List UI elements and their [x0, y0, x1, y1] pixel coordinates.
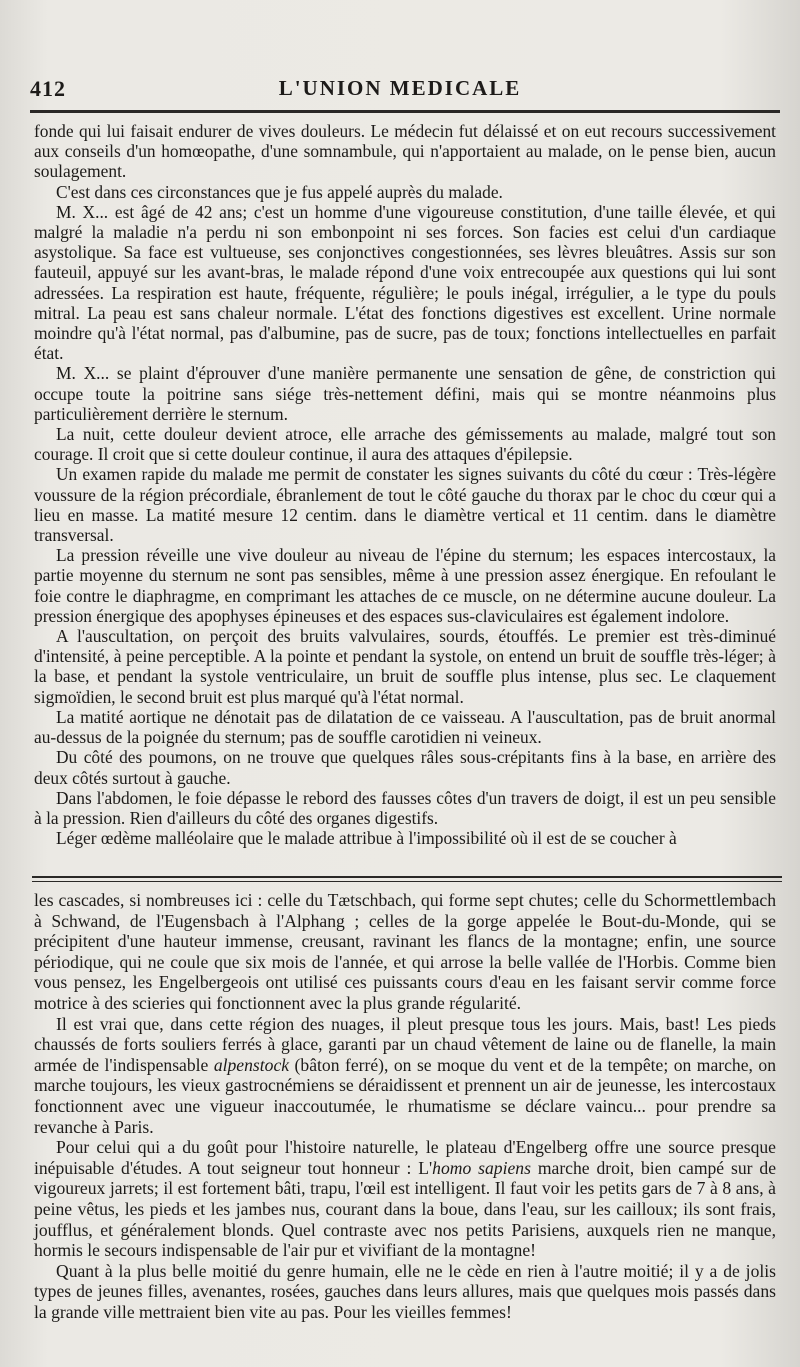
article-paragraph: Un examen rapide du malade me permit de constater les signes suivants du côté du cœur : Très-légère voussure de la région précordiale, ébranlement de tout le côté gauche du thorax par le choc du cœur qui a lieu en masse. La matité mesure 12 centim. dans le diamètre vertical et 11 centim. dans le diamètre transversal.	[34, 464, 776, 546]
article-paragraph: M. X... se plaint d'éprouver d'une manière permanente une sensation de gêne, de constriction qui occupe toute la poitrine sans siége très-nettement défini, mais qui se montre néanmoins plus particulièrement derrière le sternum.	[34, 363, 776, 424]
feuilleton-separator	[32, 876, 782, 882]
text-run: Pour celui qui a du goût pour l'histoire naturelle, le plateau d'Engelberg offre une source presque inépuisable d'études. A tout seigneur tout honneur : L'	[34, 1137, 776, 1178]
italic-term: homo sapiens	[432, 1157, 531, 1178]
article-paragraph: M. X... est âgé de 42 ans; c'est un homme d'une vigoureuse constitution, d'une taille élevée, et qui malgré la maladie n'a perdu ni son embonpoint ni ses forces. Son facies est celui d'un cardiaque asystolique. Sa face est vultueuse, ses conjonctives congestionnées, ses lèvres bleuâtres. Assis sur son fauteuil, appuyé sur les avant-bras, le malade répond d'une voix entrecoupée aux questions qui lui sont adressées. La respiration est haute, fréquente, régulière; le pouls inégal, irrégulier, a le type du pouls mitral. La peau est sans chaleur normale. L'état des fonctions digestives est excellent. Urine normale moindre qu'à l'état normal, pas d'albumine, pas de sucre, pas de toux; fonctions intellectuelles en parfait état.	[34, 201, 776, 364]
article-paragraph: La nuit, cette douleur devient atroce, elle arrache des gémissements au malade, malgré tout son courage. Il croit que si cette douleur continue, il aura des attaques d'épilepsie.	[34, 424, 776, 465]
header-rule	[30, 110, 780, 113]
article-paragraph: Dans l'abdomen, le foie dépasse le rebord des fausses côtes d'un travers de doigt, il est un peu sensible à la pression. Rien d'ailleurs du côté des organes digestifs.	[34, 787, 776, 828]
article-paragraph: fonde qui lui faisait endurer de vives douleurs. Le médecin fut délaissé et on eut recours successivement aux conseils d'un homœopathe, d'une somnambule, qui n'apportaient au malade, on le pense bien, aucun soulagement.	[34, 121, 776, 182]
article-paragraph: C'est dans ces circonstances que je fus appelé auprès du malade.	[56, 181, 503, 202]
italic-term: alpenstock	[213, 1054, 290, 1075]
feuilleton-paragraph: Quant à la plus belle moitié du genre humain, elle ne le cède en rien à l'autre moitié; il y a de jolis types de jeunes filles, avenantes, rosées, gauches dans leurs allures, mais que quelques mois passés dans la grande ville mettraient bien vite au pas. Pour les vieilles femmes!	[34, 1260, 776, 1322]
running-title: L'UNION MEDICALE	[278, 76, 522, 100]
article-paragraph: Léger œdème malléolaire que le malade attribue à l'impossibilité où il est de se coucher à	[56, 828, 677, 849]
page-number: 412	[30, 76, 66, 101]
article-paragraph: La pression réveille une vive douleur au niveau de l'épine du sternum; les espaces intercostaux, la partie moyenne du sternum ne sont pas sensibles, même à une pression assez énergique. En refoulant le foie contre le diaphragme, en comprimant les attaches de ce muscle, on ne détermine aucune douleur. La pression énergique des apophyses épineuses et des espaces sus-claviculaires est également indolore.	[34, 545, 776, 626]
article-paragraph: La matité aortique ne dénotait pas de dilatation de ce vaisseau. A l'auscultation, pas de bruit anormal au-dessus de la poignée du sternum; pas de souffle carotidien ni veineux.	[34, 706, 776, 748]
text-run: (bâton ferré), on se moque du vent et de la tempête; on marche, on marche toujours, les vieux gastrocnémiens se déraidissent et prennent un air de jeunesse, les intercostaux fonctionnent avec une vigueur inaccoutumée, le rhumatisme se déclare vaincu... pour prendre sa revanche à Paris.	[34, 1054, 777, 1137]
feuilleton-paragraph	[34, 1137, 776, 1261]
article-paragraph: Du côté des poumons, on ne trouve que quelques râles sous-crépitants fins à la base, en arrière des deux côtés surtout à gauche.	[34, 747, 776, 788]
page-header	[30, 76, 770, 106]
article-body	[34, 121, 776, 848]
text-run: marche droit, bien campé sur de vigoureux jarrets; il est fortement bâti, trapu, l'œil est intelligent. Il faut voir les petits gars de 7 à 8 ans, à peine vêtus, les pieds et les jambes nus, courant dans la boue, dans l'eau, sur les cailloux; ils sont frais, joufflus, et généralement blonds. Quel contraste avec nos petits Parisiens, auxquels rien ne manque, hormis le secours indispensable de l'air pur et vivifiant de la montagne!	[34, 1157, 776, 1261]
text-run: Il est vrai que, dans cette région des nuages, il pleut presque tous les jours. Mais, bast! Les pieds chaussés de forts souliers ferrés à glace, garanti par un chaud vêtement de laine ou de flanelle, la main armée de l'indispensable	[34, 1013, 776, 1075]
feuilleton-paragraph: les cascades, si nombreuses ici : celle du Tætschbach, qui forme sept chutes; celle du Schormettlembach à Schwand, de l'Eugensbach à l'Alphang ; celles de la gorge appelée le Bout-du-Monde, qui se précipitent d'une hauteur immense, creusant, ravinant les flancs de la montagne; enfin, une source périodique, qui ne coule que six mois de l'année, et qui arrose la belle vallée de l'Horbis. Comme bien vous pensez, les Engelbergeois ont utilisé ces puissants cours d'eau en les faisant servir comme force motrice à des scieries qui fonctionnent avec la plus grande régularité.	[34, 890, 776, 1013]
article-paragraph: A l'auscultation, on perçoit des bruits valvulaires, sourds, étouffés. Le premier est très-diminué d'intensité, à peine perceptible. A la pointe et pendant la systole, on entend un bruit de souffle très-léger; à la base, et pendant la systole ventriculaire, un bruit de souffle plus intense, plus sec. Le claquement sigmoïdien, le second bruit est plus marqué qu'à l'état normal.	[34, 626, 776, 707]
feuilleton-paragraph	[34, 1014, 776, 1138]
feuilleton-body	[34, 890, 776, 1322]
